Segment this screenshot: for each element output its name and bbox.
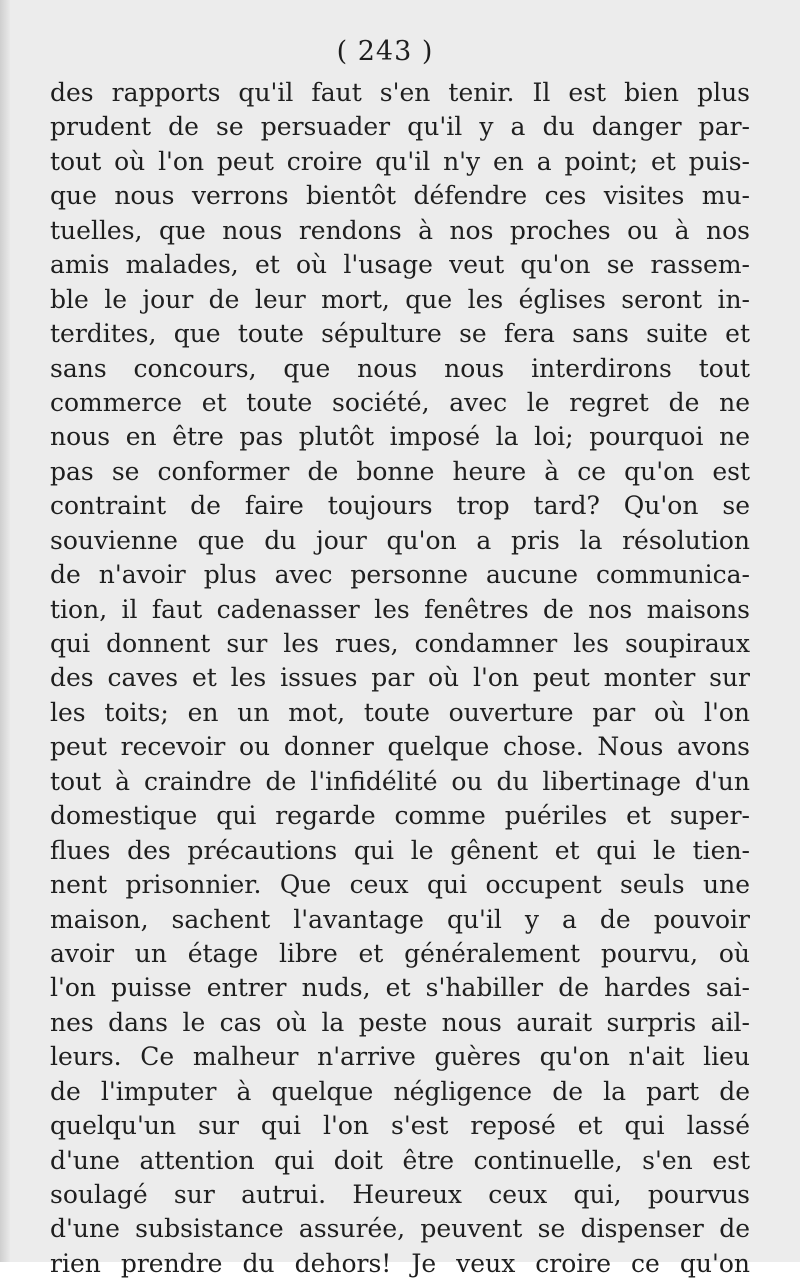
text-line: peut recevoir ou donner quelque chose. Nous avons bbox=[50, 732, 750, 762]
text-line: amis malades, et où l'usage veut qu'on se rassem- bbox=[50, 250, 750, 280]
text-line: pas se conformer de bonne heure à ce qu'on est bbox=[50, 456, 750, 486]
text-line: commerce et toute société, avec le regret de ne bbox=[50, 387, 750, 417]
text-line: maison, sachent l'avantage qu'il y a de pouvoir bbox=[50, 904, 750, 934]
text-line: quelqu'un sur qui l'on s'est reposé et qui lassé bbox=[50, 1111, 750, 1141]
page-edge-shadow bbox=[0, 0, 10, 1262]
text-line: des caves et les issues par où l'on peut monter sur bbox=[50, 663, 750, 693]
text-line: d'une subsistance assurée, peuvent se dispenser de bbox=[50, 1214, 750, 1244]
text-line: leurs. Ce malheur n'arrive guères qu'on n'ait lieu bbox=[50, 1042, 750, 1072]
text-line: prudent de se persuader qu'il y a du danger par- bbox=[50, 112, 750, 142]
body-text bbox=[50, 76, 750, 1281]
page-number: ( 243 ) bbox=[336, 36, 434, 67]
text-line: soulagé sur autrui. Heureux ceux qui, pourvus bbox=[50, 1180, 750, 1209]
text-line: souvienne que du jour qu'on a pris la résolution bbox=[50, 525, 750, 555]
text-line: tion, il faut cadenasser les fenêtres de nos maisons bbox=[50, 594, 750, 624]
text-line: contraint de faire toujours trop tard? Qu'on se bbox=[50, 491, 750, 521]
text-line: tout où l'on peut croire qu'il n'y en a point; et puis- bbox=[50, 146, 750, 176]
text-line: nent prisonnier. Que ceux qui occupent seuls une bbox=[50, 870, 750, 900]
text-line: tuelles, que nous rendons à nos proches ou à nos bbox=[50, 215, 750, 245]
text-line: terdites, que toute sépulture se fera sans suite et bbox=[50, 319, 750, 349]
text-line: les toits; en un mot, toute ouverture par où l'on bbox=[50, 697, 750, 727]
text-line: des rapports qu'il faut s'en tenir. Il est bien plus bbox=[50, 78, 750, 107]
text-line: rien prendre du dehors! Je veux croire ce qu'on bbox=[50, 1248, 750, 1278]
text-line: de n'avoir plus avec personne aucune communica- bbox=[50, 560, 750, 590]
text-line: l'on puisse entrer nuds, et s'habiller de hardes sai- bbox=[50, 973, 750, 1003]
text-line: qui donnent sur les rues, condamner les soupiraux bbox=[50, 629, 750, 658]
text-line: nes dans le cas où la peste nous aurait surpris ail- bbox=[50, 1007, 750, 1037]
text-line: avoir un étage libre et généralement pourvu, où bbox=[50, 938, 750, 968]
text-line: flues des précautions qui le gênent et qui le tien- bbox=[50, 835, 750, 865]
text-line: d'une attention qui doit être continuelle, s'en est bbox=[50, 1145, 750, 1175]
text-line: domestique qui regarde comme puériles et super- bbox=[50, 801, 750, 831]
text-line: tout à craindre de l'infidélité ou du libertinage d'un bbox=[50, 766, 750, 796]
text-line: sans concours, que nous nous interdirons tout bbox=[50, 353, 750, 383]
text-line: que nous verrons bientôt défendre ces visites mu- bbox=[50, 181, 750, 211]
text-line: de l'imputer à quelque négligence de la part de bbox=[50, 1076, 750, 1106]
text-line: nous en être pas plutôt imposé la loi; pourquoi ne bbox=[50, 422, 750, 452]
text-line: ble le jour de leur mort, que les églises seront in- bbox=[50, 284, 750, 314]
